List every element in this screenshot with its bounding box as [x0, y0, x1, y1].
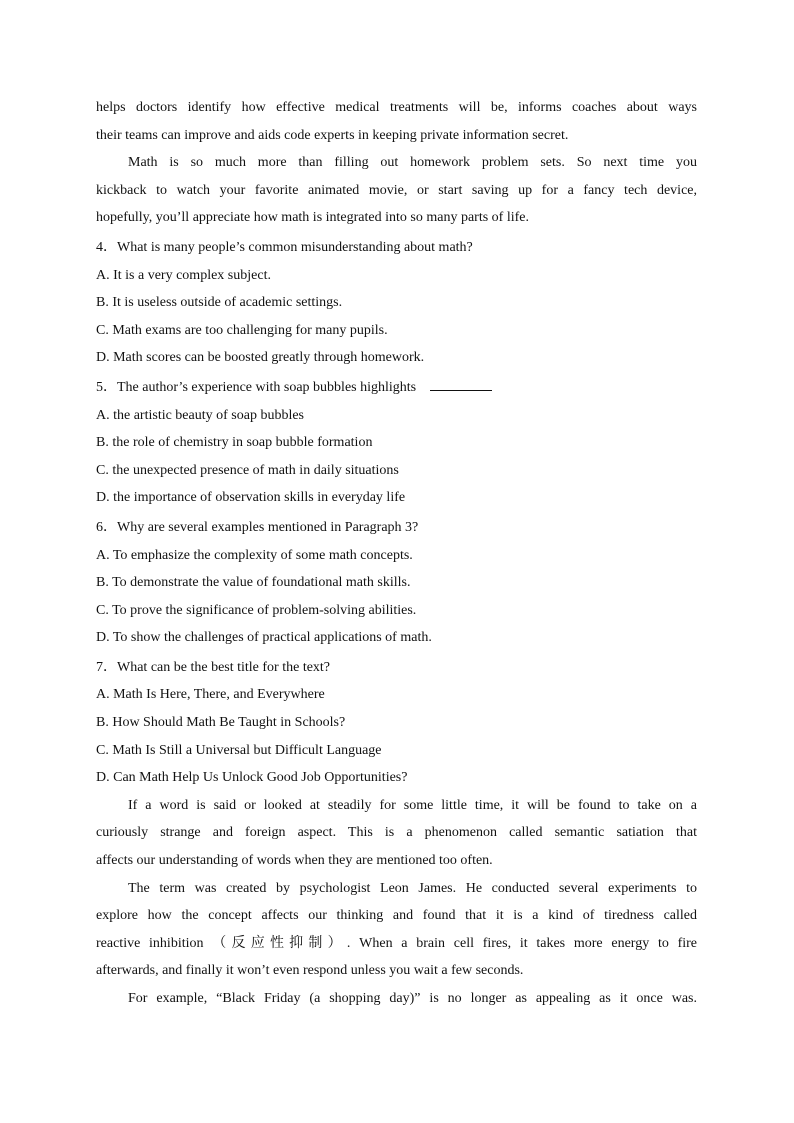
- answer-blank: [430, 376, 492, 391]
- option-c: C. To prove the significance of problem-solving abilities.: [96, 602, 417, 618]
- question-stem: [96, 654, 697, 682]
- question-text: What is many people’s common misunderstanding about math?: [117, 239, 473, 255]
- option-d: D. To show the challenges of practical applications of math.: [96, 630, 432, 646]
- text-line: reactive inhibition （反应性抑制）. When a brain cell fires, it takes more energy to fire: [96, 935, 697, 951]
- text-line: If a word is said or looked at steadily for some little time, it will be found to take on a: [128, 797, 697, 813]
- question-stem: [96, 514, 697, 542]
- option-b: B. the role of chemistry in soap bubble formation: [96, 435, 373, 451]
- question-text: Why are several examples mentioned in Paragraph 3?: [117, 519, 419, 535]
- text-line: their teams can improve and aids code experts in keeping private information secret.: [96, 127, 569, 143]
- text-line: affects our understanding of words when they are mentioned too often.: [96, 853, 493, 869]
- option-a: A. Math Is Here, There, and Everywhere: [96, 687, 325, 703]
- text-line: The term was created by psychologist Leon James. He conducted several experiments to: [128, 880, 697, 896]
- question-number: 6．: [96, 519, 117, 535]
- question-6: [96, 514, 697, 652]
- option-c: C. Math exams are too challenging for many pupils.: [96, 322, 388, 338]
- paragraph-leon-james: [96, 875, 697, 985]
- paragraph-semantic-satiation: [96, 792, 697, 875]
- question-stem: [96, 234, 697, 262]
- question-4: [96, 234, 697, 372]
- question-text: What can be the best title for the text?: [117, 659, 331, 675]
- option-b: B. It is useless outside of academic settings.: [96, 295, 343, 311]
- text-line: helps doctors identify how effective medical treatments will be, informs coaches about ways: [96, 100, 697, 115]
- option-a: A. the artistic beauty of soap bubbles: [96, 407, 305, 423]
- document-page: [96, 94, 697, 1013]
- option-b: B. How Should Math Be Taught in Schools?: [96, 715, 346, 731]
- question-number: 7．: [96, 659, 117, 675]
- question-5: [96, 374, 697, 512]
- question-number: 4．: [96, 239, 117, 255]
- question-number: 5．: [96, 379, 117, 395]
- text-line: kickback to watch your favorite animated movie, or start saving up for a fancy tech device,: [96, 182, 697, 198]
- text-line: curiously strange and foreign aspect. This is a phenomenon called semantic satiation that: [96, 825, 697, 841]
- text-line: explore how the concept affects our thinking and found that it is a kind of tiredness called: [96, 908, 697, 924]
- option-a: A. It is a very complex subject.: [96, 267, 271, 283]
- option-c: C. the unexpected presence of math in daily situations: [96, 462, 399, 478]
- text-line: Math is so much more than filling out homework problem sets. So next time you: [128, 155, 697, 171]
- question-stem: [96, 374, 697, 402]
- option-a: A. To emphasize the complexity of some math concepts.: [96, 547, 413, 563]
- text-line: afterwards, and finally it won’t even respond unless you wait a few seconds.: [96, 963, 524, 979]
- option-d: D. Can Math Help Us Unlock Good Job Opportunities?: [96, 770, 408, 786]
- option-b: B. To demonstrate the value of foundational math skills.: [96, 575, 411, 591]
- paragraph-continuation: [96, 94, 697, 149]
- text-line: For example, “Black Friday (a shopping day)” is no longer as appealing as it once was.: [128, 991, 697, 1006]
- option-c: C. Math Is Still a Universal but Difficult Language: [96, 742, 382, 758]
- paragraph-black-friday: [96, 985, 697, 1013]
- text-line: hopefully, you’ll appreciate how math is integrated into so many parts of life.: [96, 210, 529, 226]
- option-d: D. the importance of observation skills in everyday life: [96, 490, 406, 506]
- option-d: D. Math scores can be boosted greatly through homework.: [96, 350, 425, 366]
- paragraph-math: [96, 149, 697, 232]
- question-text: The author’s experience with soap bubbles highlights: [117, 379, 417, 395]
- question-7: [96, 654, 697, 792]
